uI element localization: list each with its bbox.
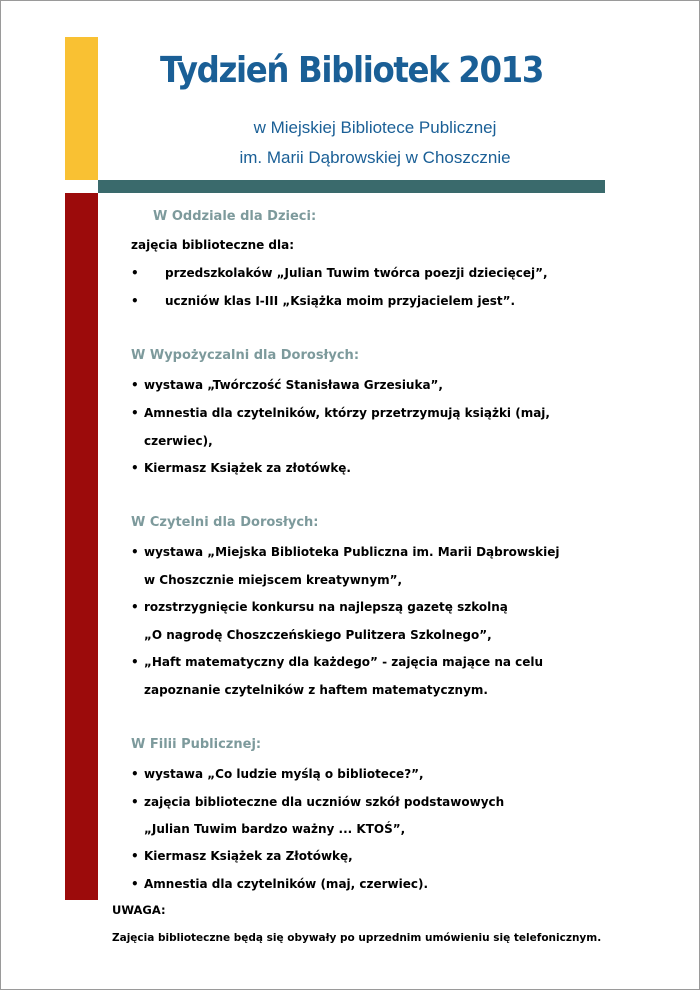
bullet-icon: • bbox=[131, 294, 139, 308]
bullet-icon: • bbox=[131, 266, 139, 280]
list-item-continuation: czerwiec), bbox=[144, 434, 213, 448]
section-heading-branch: W Filii Publicznej: bbox=[131, 737, 262, 752]
list-item: przedszkolaków „Julian Tuwim twórca poezji dziecięcej”, bbox=[165, 266, 548, 280]
section-heading-lending: W Wypożyczalni dla Dorosłych: bbox=[131, 348, 360, 363]
list-item-continuation: „O nagrodę Choszczeńskiego Pulitzera Szkolnego”, bbox=[144, 628, 492, 642]
bullet-icon: • bbox=[131, 877, 139, 891]
bullet-icon: • bbox=[131, 378, 139, 392]
list-item-continuation: „Julian Tuwim bardzo ważny ... KTOŚ”, bbox=[144, 822, 406, 836]
list-item: rozstrzygnięcie konkursu na najlepszą gazetę szkolną bbox=[144, 600, 508, 614]
list-item: „Haft matematyczny dla każdego” - zajęcia mające na celu bbox=[144, 655, 544, 669]
list-item: Kiermasz Książek za Złotówkę, bbox=[144, 849, 353, 863]
bullet-icon: • bbox=[131, 545, 139, 559]
list-item: uczniów klas I-III „Książka moim przyjacielem jest”. bbox=[165, 294, 516, 308]
subtitle-line-2: im. Marii Dąbrowskiej w Choszcznie bbox=[239, 148, 511, 167]
section-heading-reading-room: W Czytelni dla Dorosłych: bbox=[131, 515, 319, 530]
bullet-icon: • bbox=[131, 406, 139, 420]
decor-bar-teal bbox=[98, 180, 605, 193]
subtitle-line-1: w Miejskiej Bibliotece Publicznej bbox=[253, 118, 497, 137]
bullet-icon: • bbox=[131, 849, 139, 863]
bullet-icon: • bbox=[131, 600, 139, 614]
list-item: Amnestia dla czytelników (maj, czerwiec). bbox=[144, 877, 429, 891]
notice-label: UWAGA: bbox=[112, 903, 166, 917]
notice-text: Zajęcia biblioteczne będą się obywały po uprzednim umówieniu się telefonicznym. bbox=[112, 932, 602, 944]
decor-bar-yellow bbox=[65, 37, 98, 180]
list-item: zajęcia biblioteczne dla uczniów szkół podstawowych bbox=[144, 795, 505, 809]
page-title: Tydzień Bibliotek 2013 bbox=[159, 50, 544, 91]
bullet-icon: • bbox=[131, 767, 139, 781]
bullet-icon: • bbox=[131, 795, 139, 809]
list-item: Amnestia dla czytelników, którzy przetrzymują książki (maj, bbox=[144, 406, 550, 420]
section-heading-children: W Oddziale dla Dzieci: bbox=[153, 209, 317, 224]
list-item-continuation: zapoznanie czytelników z haftem matematycznym. bbox=[144, 683, 488, 697]
list-item: Kiermasz Książek za złotówkę. bbox=[144, 461, 351, 475]
bullet-icon: • bbox=[131, 461, 139, 475]
section-intro-children: zajęcia biblioteczne dla: bbox=[131, 238, 295, 252]
bullet-icon: • bbox=[131, 655, 139, 669]
list-item: wystawa „Twórczość Stanisława Grzesiuka”, bbox=[144, 378, 443, 392]
list-item-continuation: w Choszcznie miejscem kreatywnym”, bbox=[144, 573, 403, 587]
decor-bar-red bbox=[65, 193, 98, 900]
list-item: wystawa „Miejska Biblioteka Publiczna im. Marii Dąbrowskiej bbox=[144, 545, 560, 559]
list-item: wystawa „Co ludzie myślą o bibliotece?”, bbox=[144, 767, 424, 781]
